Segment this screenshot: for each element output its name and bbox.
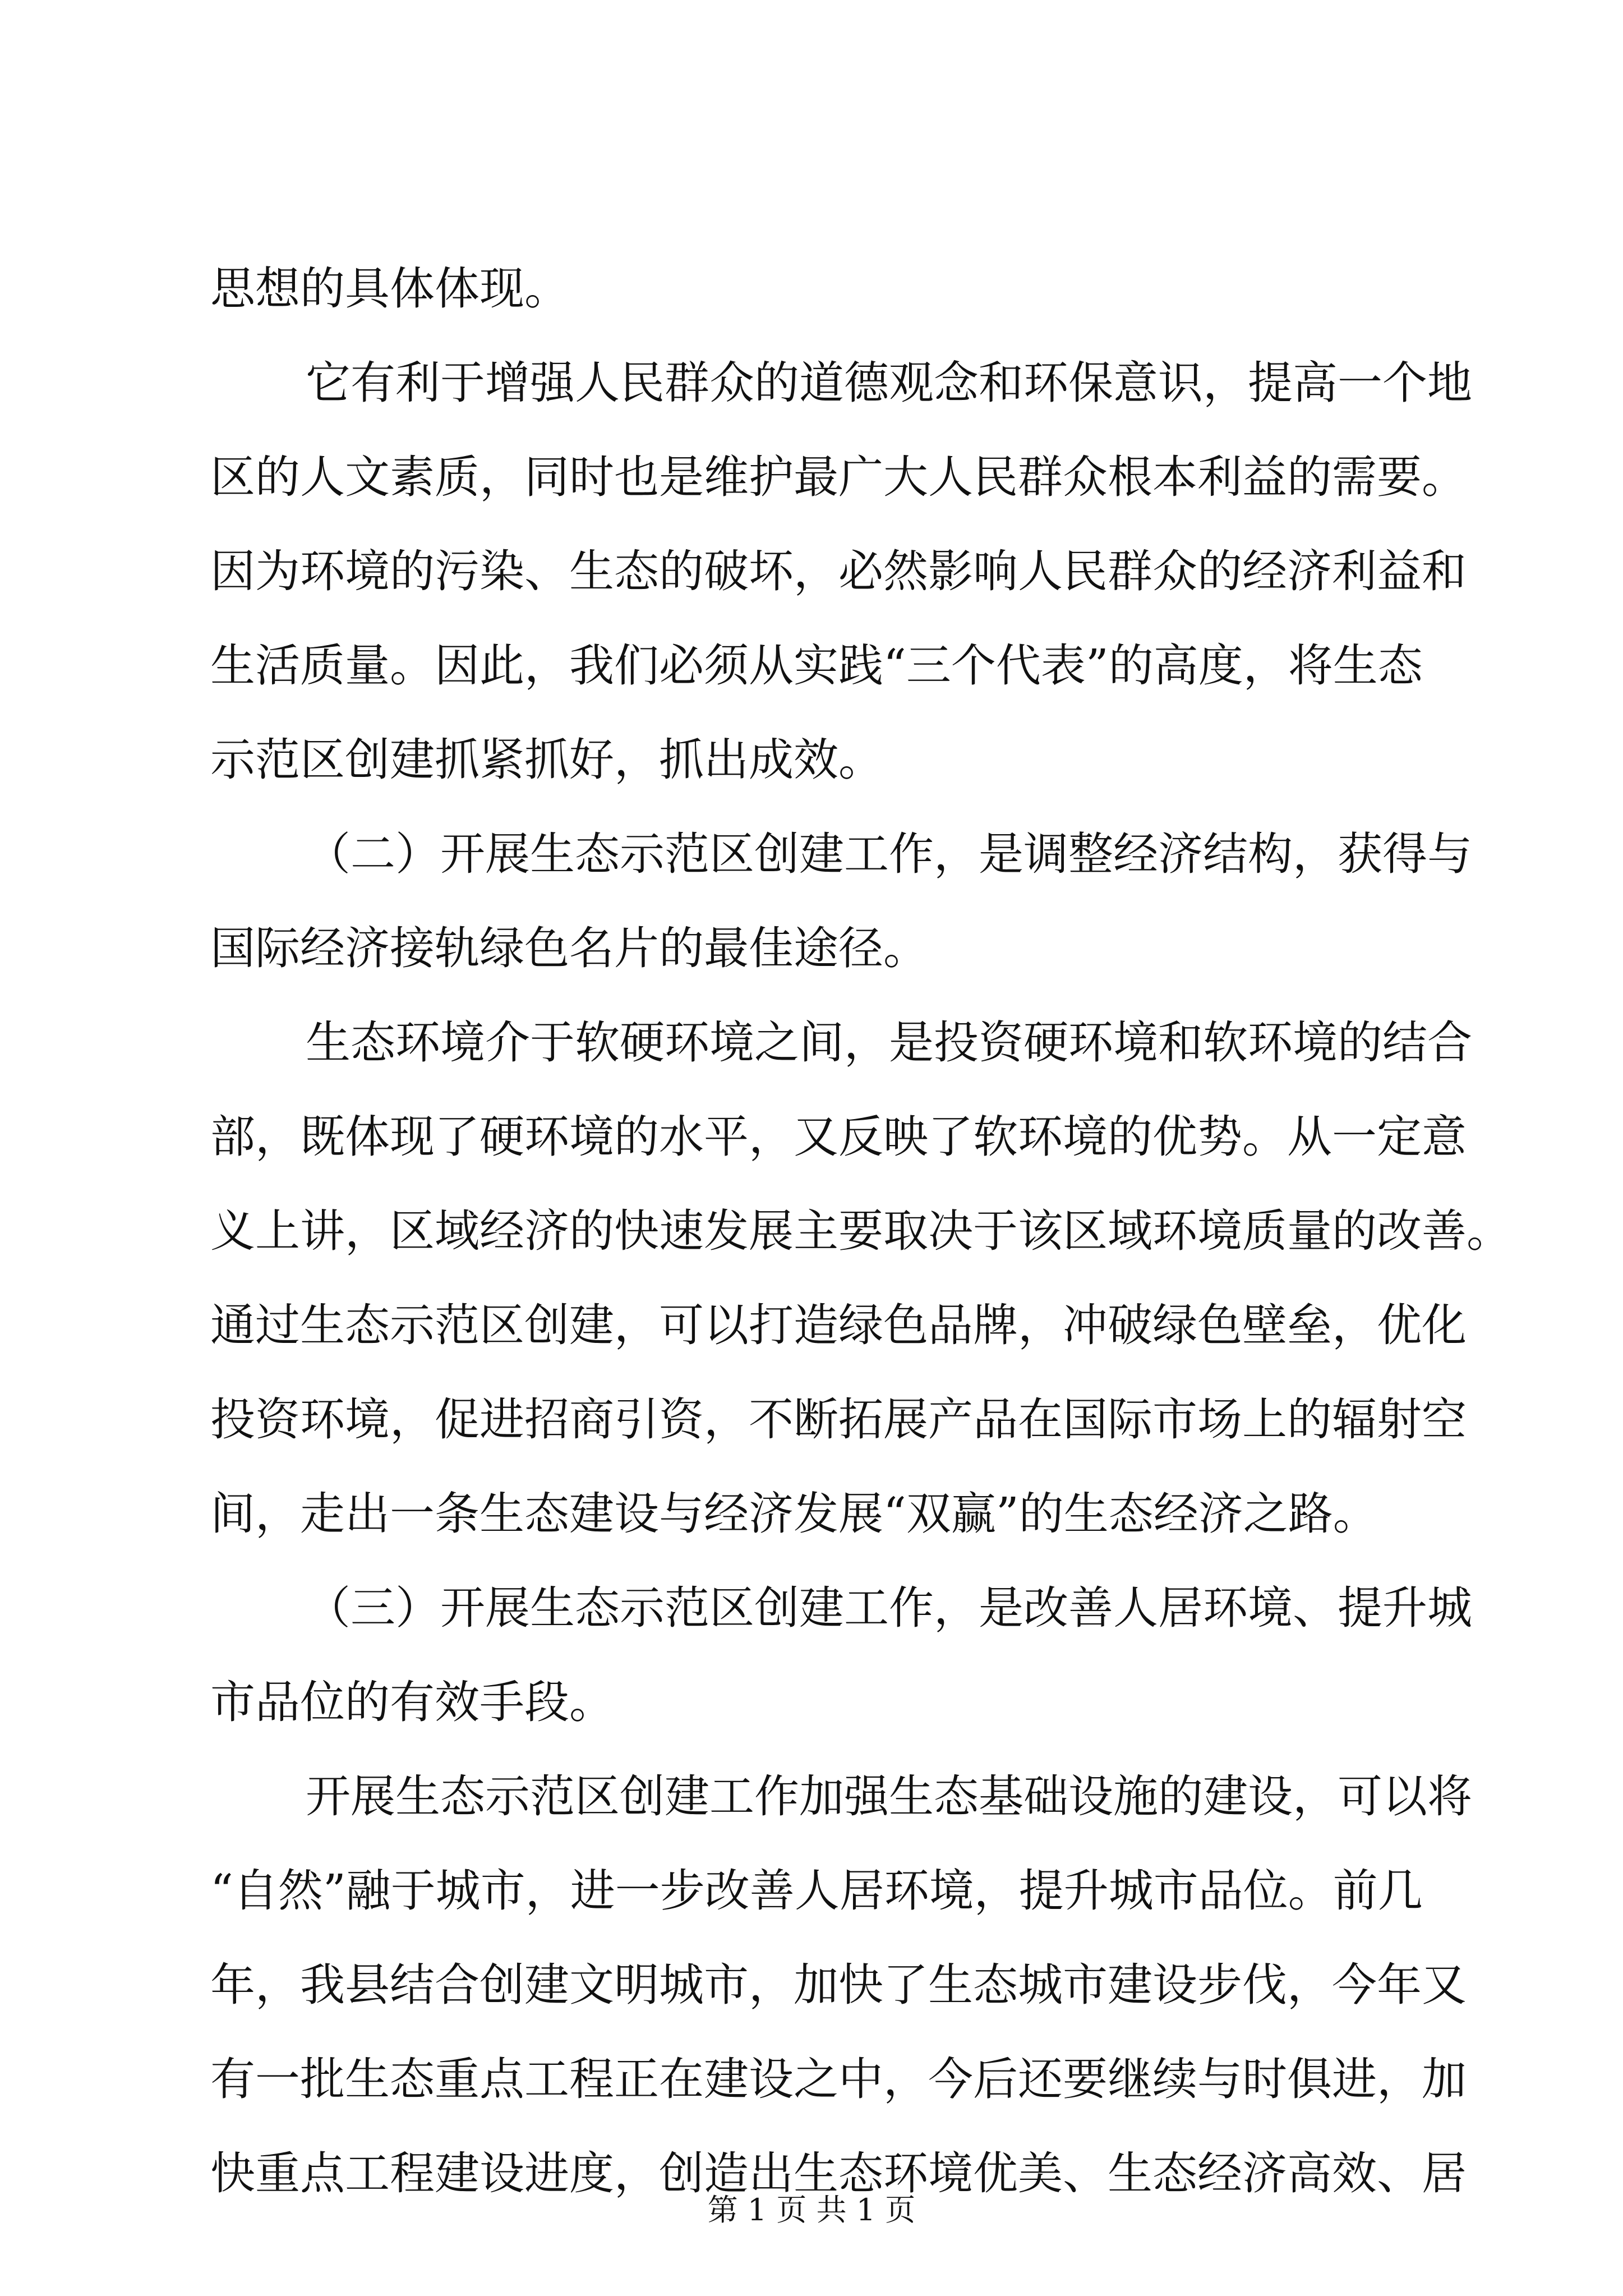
text-line-10: 部，既体现了硬环境的水平，又反映了软环境的优势。从一定意 <box>210 1111 1467 1163</box>
text-line-8: 国际经济接轨绿色名片的最佳途径。 <box>210 922 928 974</box>
text-line-19: 年，我县结合创建文明城市，加快了生态城市建设步伐，今年又 <box>210 1959 1467 2011</box>
text-line-3: 区的人文素质，同时也是维护最广大人民群众根本利益的需要。 <box>210 451 1467 503</box>
page-number-footer: 第 1 页 共 1 页 <box>707 2192 916 2228</box>
text-line-17: 开展生态示范区创建工作加强生态基础设施的建设，可以将 <box>306 1770 1472 1823</box>
text-line-4: 因为环境的污染、生态的破坏，必然影响人民群众的经济利益和 <box>210 545 1467 597</box>
text-line-1: 思想的具体体现。 <box>210 263 569 315</box>
text-line-15: （三）开展生态示范区创建工作，是改善人居环境、提升城 <box>306 1582 1472 1634</box>
text-line-20: 有一批生态重点工程正在建设之中，今后还要继续与时俱进，加 <box>210 2053 1467 2105</box>
text-line-7: （二）开展生态示范区创建工作，是调整经济结构，获得与 <box>306 828 1472 880</box>
text-line-12: 通过生态示范区创建，可以打造绿色品牌，冲破绿色壁垒，优化 <box>210 1299 1467 1351</box>
text-line-2: 它有利于增强人民群众的道德观念和环保意识，提高一个地 <box>306 357 1472 409</box>
text-line-11: 义上讲，区域经济的快速发展主要取决于该区域环境质量的改善。 <box>210 1205 1511 1257</box>
text-line-5: 生活质量。因此，我们必须从实践“三个代表”的高度，将生态 <box>210 639 1423 692</box>
text-line-16: 市品位的有效手段。 <box>210 1676 614 1728</box>
text-line-21: 快重点工程建设进度，创造出生态环境优美、生态经济高效、居 <box>210 2147 1467 2200</box>
text-line-13: 投资环境，促进招商引资，不断拓展产品在国际市场上的辐射空 <box>210 1393 1467 1446</box>
text-line-18: “自然”融于城市，进一步改善人居环境，提升城市品位。前几 <box>210 1865 1423 1917</box>
text-line-9: 生态环境介于软硬环境之间，是投资硬环境和软环境的结合 <box>306 1016 1472 1069</box>
text-line-6: 示范区创建抓紧抓好，抓出成效。 <box>210 734 883 786</box>
text-line-14: 间，走出一条生态建设与经济发展“双赢”的生态经济之路。 <box>210 1488 1378 1540</box>
